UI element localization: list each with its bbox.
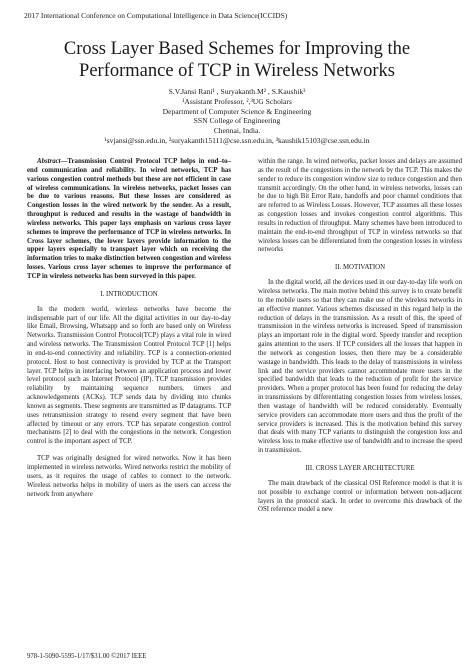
author-block (20, 87, 454, 146)
author-college: SSN College of Engineering (193, 116, 281, 126)
author-names: S.V.Jansi Rani¹ , Suryakanth.M² , S.Kaushik³ (168, 87, 306, 96)
abstract-label: Abstract (37, 158, 61, 165)
abstract-text: —Transmission Control Protocol TCP helps in end–to–end communication and reliability. In wired networks, TCP has various congestion control methods but these are not efficient in case of wireless communications. In wireless networks, packet losses can be due to various reasons. But these losses are considered as Congestion losses in the wired network by the sender. As a result, throughput is reduced and results in the wastage of bandwidth in wireless networks. This paper lays emphasis on various cross layer schemes to improve the performance of TCP in wireless networks. In Cross layer schemes, the lower layers provide information to the upper layers especially to transport layer which on receiving the information tries to make distinction between congestion and wireless losses. Various cross layer schemes to improve the performance of TCP in wireless networks has been surveyed in this paper. (27, 158, 231, 280)
intro-paragraph-1: In the modern world, wireless networks have become the indispensable part of our life. All the digital activities in our day-to-day like Email, Browsing, Whatsapp and so forth are based only on Wireless Networks. Transmission Control Protocol(TCP) plays a vital role in wired and wireless networks. The Transmission Control Protocol TCP [1] helps in end-to-end connectivity and reliability. TCP is a connection-oriented protocol. Host to host connectivity is provided by TCP at the Transport layer. TCP helps in interfacing between an application process and lower level protocol such as Internet Protocol (IP). TCP transmission provides reliability by maintaining sequence numbers, timers and acknowledgements (ACKs). TCP sends data by dividing into chunks known as segments. These segments are transmitted as IP datagrams. TCP uses retransmission strategy to resend every segment that have been affected by timeout or any errors. TCP has separate congestion control mechanisms [2] to deal with the congestions in the network. Congestion control is the important aspect of TCP. (27, 305, 231, 446)
author-roles: ¹Assistant Professor, ²,³UG Scholars (182, 96, 292, 106)
author-city: Chennai, India. (213, 126, 261, 136)
section-heading-motivation: II. MOTIVATION (334, 264, 386, 272)
section-heading-introduction: I. INTRODUCTION (100, 290, 158, 298)
paper-title: Cross Layer Based Schemes for Improving the Performance of TCP in Wireless Networks (63, 39, 411, 81)
right-column (258, 158, 462, 515)
section-heading-cross-layer: III. CROSS LAYER ARCHITECTURE (305, 465, 415, 472)
cross-layer-paragraph: The main drawback of the classical OSI Reference model is that it is not possible to exchange control or information between non-adjacent layers in the protocol stack. In order to overcome this drawback of the OSI reference model a new (258, 479, 462, 514)
author-emails: ¹svjansi@ssn.edu.in, ²suryakanth15111@cse.ssn.edu.in, ³kaushik15103@cse.ssn.edu.in (104, 135, 370, 145)
intro-continuation: within the range. In wired networks, packet losses and delays are assumed as the result of the congestions in the network by the TCP. This makes the sender to reduce its congestion window size to reduce congestion and then transmit accordingly. On the other hand, in wireless networks, losses can be due to high Bit Error Rate, handoffs and poor channel conditions that are referred to as Wireless Losses. However, TCP assumes all these losses as congestion losses and invokes congestion control algorithms. This results in reduction of throughput. Many schemes have been introduced to maintain the end-to-end throughput of TCP in wireless networks so that wireless losses can be differentiated from the congestion losses in wireless networks (258, 158, 462, 254)
author-department: Department of Computer Science & Engineering (162, 106, 312, 116)
conference-header: 2017 International Conference on Computational Intelligence in Data Science(ICCIDS) (24, 11, 288, 20)
abstract (27, 158, 231, 282)
motivation-paragraph: In the digital world, all the devices used in our day-to-day life work on wireless networks. The main motive behind this survey is to create benefit to the mobile users so that they can make use of the wireless networks in an effective manner. Various schemes discussed in this regard help in the reduction of delays in the transmission. As a result of this, the speed of transmission in the wireless networks is increased. Speed of transmission plays an important role in the digital word. Speedy transfer and reception gains attention to the users. If TCP considers all the losses that happen in the network as congestion losses, then there may be a considerable wastage in bandwidth. This leads to the delay of transmissions in wireless link and the service providers cannot accommodate more users in the specified bandwidth that leads to the reduction of profit for the service providers. When a proper protocol has been found for reducing the delay in transmissions by differentiating congestion losses from wireless losses, then wastage of bandwidth will be reduced considerably. Eventually service providers can accommodate more users and thus the profit of the service providers is increased. This is the motivation behind this survey that deals with many TCP variants to distinguish the congestion loss and wireless loss to make effective use of bandwidth and to increase the speed in transmission. (258, 279, 462, 455)
intro-paragraph-2: TCP was originally designed for wired networks. Now it has been implemented in wireless networks. Wired networks restrict the mobility of users, as it requires the usage of cables to connect to the network. Wireless networks helps in mobility of users as the users can access the network from anywhere (27, 455, 231, 498)
left-column (27, 158, 231, 499)
copyright-footer: 978-1-5090-5595-1/17/$31.00 ©2017 IEEE (27, 653, 147, 660)
